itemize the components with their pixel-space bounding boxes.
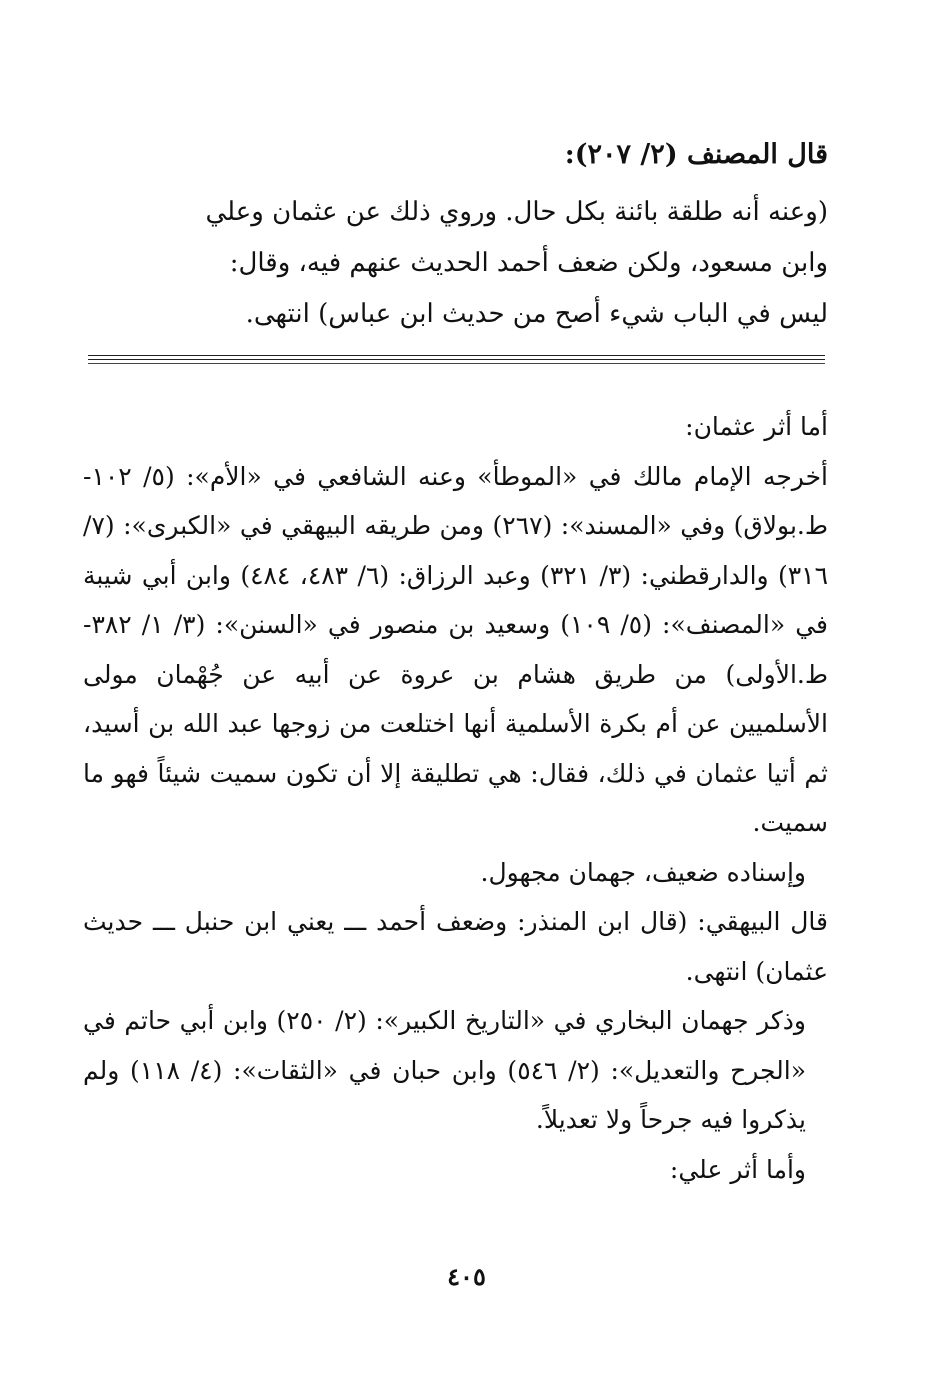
commentary-paragraph: أخرجه الإمام مالك في «الموطأ» وعنه الشافعي في «الأم»: (٥/ ١٠٢-ط.بولاق) وفي «المسند»: (٢٦٧) ومن طريقه البيهقي في «الكبرى»: (٧/ ٣١٦) والدارقطني: (٣/ ٣٢١) وعبد الرزاق: (٦/ ٤٨٣، ٤٨٤) وابن أبي شيبة في «المصنف»: (٥/ ١٠٩) وسعيد بن منصور في «السنن»: (٣/ ١/ ٣٨٢-ط.الأولى) من طريق هشام بن عروة عن أبيه عن جُهْمان مولى الأسلميين عن أم بكرة الأسلمية أنها اختلعت من زوجها عبد الله بن أسيد، ثم أتيا عثمان في ذلك، فقال: هي تطليقة إلا أن تكون سميت شيئاً فهو ما سميت. [83, 461, 829, 837]
commentary-subheading: وأما أثر علي: [669, 1154, 806, 1184]
commentary-subheading: أما أثر عثمان: [685, 412, 828, 441]
commentary-paragraph: وذكر جهمان البخاري في «التاريخ الكبير»: (٢/ ٢٥٠) وابن أبي حاتم في «الجرح والتعديل»: (٢/ ٥٤٦) وابن حبان في «الثقات»: (٤/ ١١٨) ولم يذكروا فيه جرحاً ولا تعديلاً. [83, 1006, 807, 1134]
commentary [83, 402, 828, 1194]
divider-line [88, 355, 825, 356]
divider-line [88, 359, 825, 360]
quoted-text [83, 187, 828, 340]
quote-line: (وعنه أنه طلقة بائنة بكل حال. وروي ذلك عن عثمان وعلي [205, 197, 828, 227]
section-heading: قال المصنف (٢/ ٢٠٧): [564, 139, 828, 170]
quote-line: ليس في الباب شيء أصح من حديث ابن عباس) انتهى. [245, 299, 828, 329]
commentary-paragraph: قال البيهقي: (قال ابن المنذر: وضعف أحمد ـــ يعني ابن حنبل ـــ حديث عثمان) انتهى. [83, 907, 828, 986]
quote-line: وابن مسعود، ولكن ضعف أحمد الحديث عنهم فيه، وقال: [229, 248, 828, 278]
commentary-paragraph: وإسناده ضعيف، جهمان مجهول. [480, 857, 806, 887]
divider-line [88, 363, 825, 364]
page-number: ٤٠٥ [447, 1262, 486, 1291]
